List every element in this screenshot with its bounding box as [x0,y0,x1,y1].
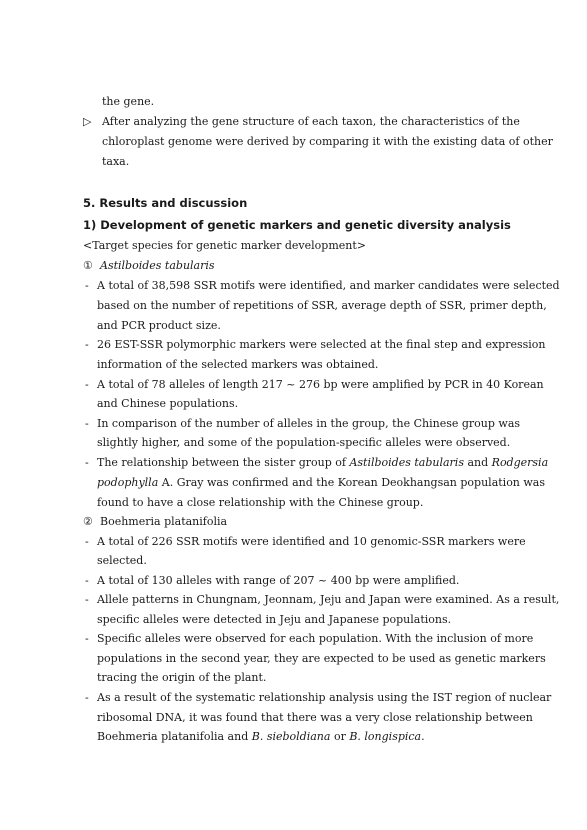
text-line [0,493,587,513]
list-item-text: and Chinese populations. [97,397,239,410]
bullet-text: taxa. [102,155,130,168]
list-item-text: specific alleles were detected in Jeju and Japanese populations. [97,613,452,626]
list-item-text: A total of 226 SSR motifs were identified and 10 genomic-SSR markers were [97,535,526,548]
text-line [0,453,587,473]
bullet-text: After analyzing the gene structure of each taxon, the characteristics of the [102,115,520,128]
list-item-text: populations in the second year, they are expected to be used as genetic markers [97,652,546,665]
triangle-bullet-icon: ▷ [83,115,92,128]
dash-bullet: - [85,338,89,351]
list-item-text: podophylla A. Gray was confirmed and the Korean Deokhangsan population was [97,476,546,489]
species-marker: ① [83,259,93,272]
list-item-text: Specific alleles were observed for each population. With the inclusion of more [97,632,534,645]
text-line [0,629,587,649]
dash-bullet: - [85,456,89,469]
dash-bullet: - [85,279,89,292]
list-item-text: The relationship between the sister group of Astilboides tabularis and Rodgersia [97,456,549,469]
text-line [0,571,587,591]
bullet-text: chloroplast genome were derived by comparing it with the existing data of other [102,135,553,148]
list-item-text: information of the selected markers was obtained. [97,358,379,371]
list-item-text: ribosomal DNA, it was found that there was a very close relationship between [97,711,533,724]
list-item-text: based on the number of repetitions of SSR, average depth of SSR, primer depth, [97,299,547,312]
list-item-text: Boehmeria platanifolia and B. sieboldiana or B. longispica. [97,730,425,743]
text-line [0,276,587,296]
list-item-text: 26 EST-SSR polymorphic markers were selected at the final step and expression [97,338,546,351]
text-line [0,688,587,708]
text-line [0,355,587,375]
dash-bullet: - [85,593,89,606]
paragraph-continuation: the gene. [102,95,155,108]
section-title: 5. Results and discussion [83,196,248,210]
text-line [0,394,587,414]
text-line [0,152,587,172]
text-line [0,256,587,276]
list-item-text: In comparison of the number of alleles in the group, the Chinese group was [97,417,521,430]
text-line [0,649,587,669]
text-line [0,92,587,112]
text-line [0,532,587,552]
list-item-text: slightly higher, and some of the population-specific alleles were observed. [97,436,511,449]
text-line [0,512,587,532]
dash-bullet: - [85,417,89,430]
text-line [0,193,587,213]
list-item-text: A total of 38,598 SSR motifs were identified, and marker candidates were selected [97,279,560,292]
subsection-title: 1) Development of genetic markers and genetic diversity analysis [83,218,511,232]
species-name: Boehmeria platanifolia [100,515,228,528]
dash-bullet: - [85,535,89,548]
text-line [0,112,587,132]
list-item-text: As a result of the systematic relationship analysis using the IST region of nuclear [97,691,552,704]
list-item-text: and PCR product size. [97,319,221,332]
text-line [0,473,587,493]
text-line [0,414,587,434]
target-species-heading: <Target species for genetic marker development> [83,239,366,252]
text-line [0,215,587,235]
text-line [0,433,587,453]
list-item-text: tracing the origin of the plant. [97,671,267,684]
text-line [0,590,587,610]
list-item-text: A total of 130 alleles with range of 207 ~ 400 bp were amplified. [97,574,460,587]
species-name: Astilboides tabularis [100,259,215,272]
text-line [0,610,587,630]
text-line [0,375,587,395]
dash-bullet: - [85,378,89,391]
list-item-text: found to have a close relationship with the Chinese group. [97,496,424,509]
list-item-text: selected. [97,554,147,567]
text-line [0,727,587,747]
list-item-text: A total of 78 alleles of length 217 ~ 276 bp were amplified by PCR in 40 Korean [97,378,544,391]
text-line [0,708,587,728]
text-line [0,551,587,571]
text-line [0,335,587,355]
dash-bullet: - [85,691,89,704]
text-line [0,236,587,256]
list-item-text: Allele patterns in Chungnam, Jeonnam, Jeju and Japan were examined. As a result, [97,593,560,606]
species-marker: ② [83,515,93,528]
text-line [0,132,587,152]
text-line [0,316,587,336]
dash-bullet: - [85,632,89,645]
dash-bullet: - [85,574,89,587]
text-line [0,668,587,688]
text-line [0,296,587,316]
